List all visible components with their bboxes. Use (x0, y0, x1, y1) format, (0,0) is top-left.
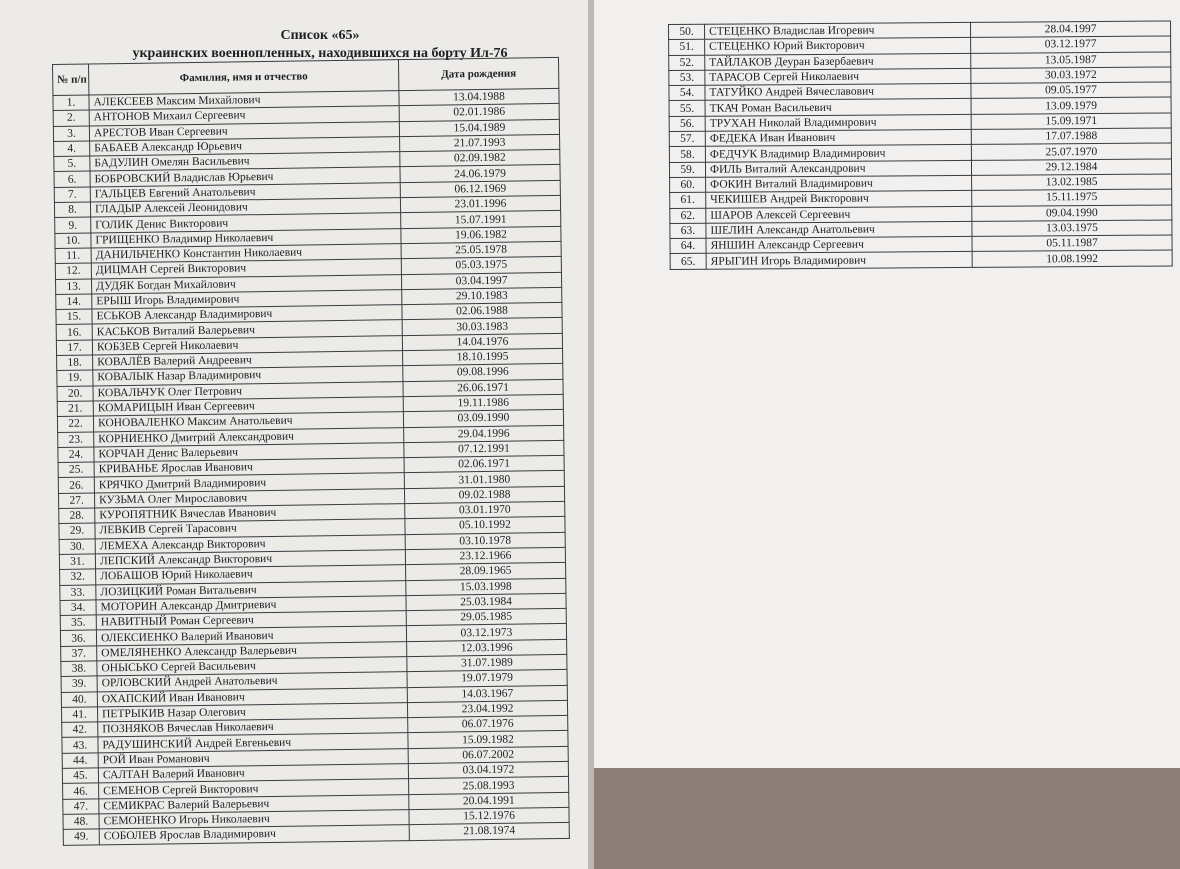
row-full-name: КОВАЛЁВ Валерий Андреевич (93, 351, 403, 371)
row-birth-date: 25.08.1993 (409, 777, 569, 795)
row-full-name: ТАТУЙКО Андрей Вячеславович (705, 84, 971, 101)
row-number: 44. (62, 753, 98, 769)
row-number: 39. (61, 676, 97, 692)
row-birth-date: 15.04.1989 (399, 119, 559, 137)
row-full-name: ПЕТРЫКИВ Назар Олегович (97, 702, 407, 722)
row-birth-date: 19.06.1982 (401, 226, 561, 244)
row-birth-date: 21.07.1993 (400, 134, 560, 152)
row-birth-date: 15.03.1998 (406, 578, 566, 596)
desk-surface (594, 768, 1180, 869)
row-full-name: БАДУЛИН Омелян Васильевич (90, 152, 400, 172)
row-number: 65. (670, 254, 706, 270)
row-full-name: ДИЦМАН Сергей Викторович (91, 259, 401, 279)
row-full-name: СЕМЕНОВ Сергей Викторович (99, 779, 409, 799)
row-number: 13. (56, 279, 92, 295)
row-birth-date: 13.05.1987 (971, 52, 1171, 69)
row-number: 55. (669, 101, 705, 117)
row-birth-date: 09.02.1988 (404, 486, 564, 504)
row-birth-date: 28.04.1997 (970, 21, 1170, 38)
row-number: 42. (62, 722, 98, 738)
row-full-name: РАДУШИНСКИЙ Андрей Евгеньевич (98, 733, 408, 753)
row-number: 62. (670, 208, 706, 224)
row-full-name: ТРУХАН Николай Владимирович (705, 114, 971, 131)
row-birth-date: 03.01.1970 (405, 501, 565, 519)
row-birth-date: 13.02.1985 (972, 174, 1172, 191)
row-birth-date: 03.09.1990 (403, 410, 563, 428)
row-birth-date: 18.10.1995 (403, 348, 563, 366)
row-number: 59. (669, 162, 705, 178)
row-birth-date: 15.07.1991 (401, 211, 561, 229)
row-full-name: ОНЫСЬКО Сергей Васильевич (97, 657, 407, 677)
row-number: 23. (58, 431, 94, 447)
row-birth-date: 24.06.1979 (400, 165, 560, 183)
row-number: 36. (60, 630, 96, 646)
row-full-name: КОМАРИЦЫН Иван Сергеевич (93, 397, 403, 417)
row-birth-date: 25.05.1978 (401, 241, 561, 259)
row-full-name: ЛЕМЕХА Александр Викторович (95, 534, 405, 554)
row-birth-date: 30.03.1972 (971, 67, 1171, 84)
row-number: 3. (53, 126, 89, 142)
row-birth-date: 29.04.1996 (404, 425, 564, 443)
row-number: 24. (58, 447, 94, 463)
row-number: 19. (57, 370, 93, 386)
row-full-name: ГРИЩЕНКО Владимир Николаевич (91, 228, 401, 248)
row-number: 9. (55, 217, 91, 233)
row-number: 37. (61, 646, 97, 662)
row-birth-date: 15.12.1976 (409, 807, 569, 825)
row-birth-date: 03.10.1978 (405, 532, 565, 550)
row-full-name: СТЕЦЕНКО Юрий Викторович (705, 38, 971, 55)
row-number: 15. (56, 309, 92, 325)
row-number: 48. (63, 814, 99, 830)
row-number: 49. (63, 829, 99, 845)
row-number: 29. (59, 523, 95, 539)
row-birth-date: 09.04.1990 (972, 205, 1172, 222)
row-number: 25. (58, 462, 94, 478)
row-full-name: НАВИТНЫЙ Роман Сергеевич (96, 611, 406, 631)
row-birth-date: 10.08.1992 (972, 250, 1172, 267)
row-full-name: КОРНИЕНКО Дмитрий Александрович (94, 427, 404, 447)
row-full-name: КОВАЛЬЧУК Олег Петрович (93, 381, 403, 401)
row-full-name: ТКАЧ Роман Васильевич (705, 99, 971, 116)
row-birth-date: 30.03.1983 (402, 318, 562, 336)
row-full-name: ФОКИН Виталий Владимирович (706, 175, 972, 192)
row-full-name: КОРЧАН Денис Валерьевич (94, 442, 404, 462)
row-full-name: ЛЕПСКИЙ Александр Викторович (95, 550, 405, 570)
row-birth-date: 25.07.1970 (971, 143, 1171, 160)
row-number: 11. (55, 248, 91, 264)
row-number: 17. (56, 340, 92, 356)
row-full-name: ОМЕЛЯНЕНКО Александр Валерьевич (97, 641, 407, 661)
row-birth-date: 13.09.1979 (971, 97, 1171, 114)
row-birth-date: 12.03.1996 (407, 639, 567, 657)
row-birth-date: 02.01.1986 (399, 104, 559, 122)
row-birth-date: 09.05.1977 (971, 82, 1171, 99)
row-number: 52. (669, 55, 705, 71)
header-number: № п/п (53, 64, 89, 95)
row-full-name: ДАНИЛЬЧЕНКО Константин Николаевич (91, 244, 401, 264)
row-number: 5. (54, 156, 90, 172)
row-number: 4. (54, 141, 90, 157)
prisoner-table-left (52, 57, 570, 846)
row-number: 41. (61, 707, 97, 723)
row-number: 26. (58, 477, 94, 493)
row-birth-date: 23.04.1992 (407, 700, 567, 718)
document-subtitle: украинских военнопленных, находившихся на борту Ил-76 (132, 46, 508, 61)
row-full-name: ЛОБАШОВ Юрий Николаевич (96, 565, 406, 585)
row-number: 60. (670, 177, 706, 193)
row-full-name: ОЛЕКСИЕНКО Валерий Иванович (96, 626, 406, 646)
row-birth-date: 29.10.1983 (402, 287, 562, 305)
row-birth-date: 13.04.1988 (399, 88, 559, 106)
row-birth-date: 15.11.1975 (972, 189, 1172, 206)
row-full-name: ГЛАДЫР Алексей Леонидович (90, 198, 400, 218)
row-number: 54. (669, 85, 705, 101)
row-full-name: МОТОРИН Александр Дмитриевич (96, 595, 406, 615)
row-full-name: АЛЕКСЕЕВ Максим Михайлович (89, 91, 399, 111)
row-full-name: КОВАЛЫК Назар Владимирович (93, 366, 403, 386)
row-birth-date: 25.03.1984 (406, 593, 566, 611)
row-number: 30. (59, 539, 95, 555)
row-full-name: ГАЛЬЦЕВ Евгений Анатольевич (90, 182, 400, 202)
row-number: 47. (63, 799, 99, 815)
row-number: 10. (55, 233, 91, 249)
row-birth-date: 20.04.1991 (409, 792, 569, 810)
row-birth-date: 19.11.1986 (403, 394, 563, 412)
row-full-name: АНТОНОВ Михаил Сергеевич (89, 106, 399, 126)
row-birth-date: 07.12.1991 (404, 440, 564, 458)
row-birth-date: 03.12.1977 (971, 36, 1171, 53)
header-birth-date: Дата рождения (398, 57, 558, 90)
row-full-name: КОБЗЕВ Сергей Николаевич (92, 335, 402, 355)
row-number: 57. (669, 131, 705, 147)
row-birth-date: 06.07.2002 (408, 746, 568, 764)
row-full-name: ЛЕВКИВ Сергей Тарасович (95, 519, 405, 539)
row-birth-date: 03.04.1997 (401, 272, 561, 290)
row-full-name: ТАРАСОВ Сергей Николаевич (705, 68, 971, 85)
row-full-name: АРЕСТОВ Иван Сергеевич (89, 121, 399, 141)
row-number: 56. (669, 116, 705, 132)
row-birth-date: 14.04.1976 (402, 333, 562, 351)
row-birth-date: 05.03.1975 (401, 257, 561, 275)
row-full-name: ОХАПСКИЙ Иван Иванович (97, 687, 407, 707)
row-full-name: ЯНШИН Александр Сергеевич (706, 237, 972, 254)
row-number: 35. (60, 615, 96, 631)
row-number: 51. (669, 40, 705, 56)
row-full-name: ФЕДЧУК Владимир Владимирович (705, 145, 971, 162)
row-number: 58. (669, 147, 705, 163)
row-number: 27. (58, 493, 94, 509)
row-full-name: ШЕЛИН Александр Анатольевич (706, 221, 972, 238)
row-full-name: КУЗЬМА Олег Мирославович (94, 488, 404, 508)
row-number: 61. (670, 193, 706, 209)
row-full-name: ФЕДЕКА Иван Иванович (705, 129, 971, 146)
row-birth-date: 13.03.1975 (972, 220, 1172, 237)
row-full-name: СЕМИКРАС Валерий Валерьевич (99, 794, 409, 814)
row-birth-date: 19.07.1979 (407, 670, 567, 688)
row-birth-date: 06.12.1969 (400, 180, 560, 198)
row-full-name: ЧЕКИШЕВ Андрей Викторович (706, 191, 972, 208)
row-number: 64. (670, 238, 706, 254)
row-birth-date: 31.01.1980 (404, 471, 564, 489)
row-full-name: ОРЛОВСКИЙ Андрей Анатольевич (97, 672, 407, 692)
row-full-name: БАБАЕВ Александр Юрьевич (90, 137, 400, 157)
row-number: 8. (54, 202, 90, 218)
table-row (670, 250, 1172, 269)
row-full-name: САЛТАН Валерий Иванович (98, 764, 408, 784)
row-number: 40. (61, 692, 97, 708)
row-number: 7. (54, 187, 90, 203)
row-full-name: КРИВАНЬЕ Ярослав Иванович (94, 458, 404, 478)
row-birth-date: 09.08.1996 (403, 364, 563, 382)
row-birth-date: 26.06.1971 (403, 379, 563, 397)
row-birth-date: 02.09.1982 (400, 150, 560, 168)
row-birth-date: 06.07.1976 (408, 716, 568, 734)
row-number: 2. (53, 110, 89, 126)
row-full-name: ГОЛИК Денис Викторович (91, 213, 401, 233)
row-full-name: ШАРОВ Алексей Сергеевич (706, 206, 972, 223)
row-number: 6. (54, 171, 90, 187)
row-birth-date: 21.08.1974 (409, 823, 569, 841)
row-number: 45. (62, 768, 98, 784)
row-birth-date: 03.12.1973 (406, 624, 566, 642)
row-number: 12. (55, 263, 91, 279)
row-birth-date: 05.11.1987 (972, 235, 1172, 252)
row-birth-date: 28.09.1965 (406, 563, 566, 581)
row-full-name: ФИЛЬ Виталий Александрович (705, 160, 971, 177)
row-birth-date: 29.05.1985 (406, 608, 566, 626)
row-number: 53. (669, 70, 705, 86)
row-birth-date: 05.10.1992 (405, 517, 565, 535)
row-number: 43. (62, 737, 98, 753)
row-full-name: РОЙ Иван Романович (98, 748, 408, 768)
row-number: 38. (61, 661, 97, 677)
row-birth-date: 15.09.1971 (971, 113, 1171, 130)
row-full-name: ДУДЯК Богдан Михайлович (91, 274, 401, 294)
row-birth-date: 17.07.1988 (971, 128, 1171, 145)
row-full-name: ЛОЗИЦКИЙ Роман Витальевич (96, 580, 406, 600)
row-full-name: ЕСЬКОВ Александр Владимирович (92, 305, 402, 325)
row-full-name: КУРОПЯТНИК Вячеслав Иванович (95, 504, 405, 524)
row-full-name: СОБОЛЕВ Ярослав Владимирович (99, 825, 409, 845)
row-birth-date: 15.09.1982 (408, 731, 568, 749)
row-birth-date: 23.01.1996 (400, 195, 560, 213)
row-number: 32. (60, 569, 96, 585)
row-number: 14. (56, 294, 92, 310)
row-full-name: СЕМОНЕНКО Игорь Николаевич (99, 810, 409, 830)
row-number: 33. (60, 584, 96, 600)
row-full-name: КАСЬКОВ Виталий Валерьевич (92, 320, 402, 340)
row-number: 22. (57, 416, 93, 432)
row-number: 63. (670, 223, 706, 239)
row-birth-date: 29.12.1984 (971, 159, 1171, 176)
row-birth-date: 02.06.1988 (402, 303, 562, 321)
row-full-name: СТЕЦЕНКО Владислав Игоревич (705, 22, 971, 39)
row-birth-date: 02.06.1971 (404, 456, 564, 474)
row-full-name: ПОЗНЯКОВ Вячеслав Николаевич (98, 718, 408, 738)
row-birth-date: 31.07.1989 (407, 654, 567, 672)
row-number: 18. (57, 355, 93, 371)
row-full-name: БОБРОВСКИЙ Владислав Юрьевич (90, 167, 400, 187)
row-number: 46. (63, 783, 99, 799)
row-number: 34. (60, 600, 96, 616)
header-full-name: Фамилия, имя и отчество (89, 60, 399, 95)
prisoner-table-right (668, 20, 1173, 269)
row-full-name: ЕРЫШ Игорь Владимирович (92, 289, 402, 309)
row-number: 16. (56, 324, 92, 340)
row-number: 1. (53, 95, 89, 111)
row-full-name: КРЯЧКО Дмитрий Владимирович (94, 473, 404, 493)
row-full-name: КОНОВАЛЕНКО Максим Анатольевич (93, 412, 403, 432)
row-number: 28. (59, 508, 95, 524)
document-title: Список «65» (280, 28, 360, 43)
row-number: 31. (59, 554, 95, 570)
row-number: 20. (57, 386, 93, 402)
row-birth-date: 23.12.1966 (405, 547, 565, 565)
row-number: 50. (669, 24, 705, 40)
row-full-name: ТАЙЛАКОВ Деуран Базербаевич (705, 53, 971, 70)
row-full-name: ЯРЫГИН Игорь Владимирович (706, 252, 972, 269)
row-birth-date: 03.04.1972 (408, 761, 568, 779)
row-number: 21. (57, 401, 93, 417)
row-birth-date: 14.03.1967 (407, 685, 567, 703)
